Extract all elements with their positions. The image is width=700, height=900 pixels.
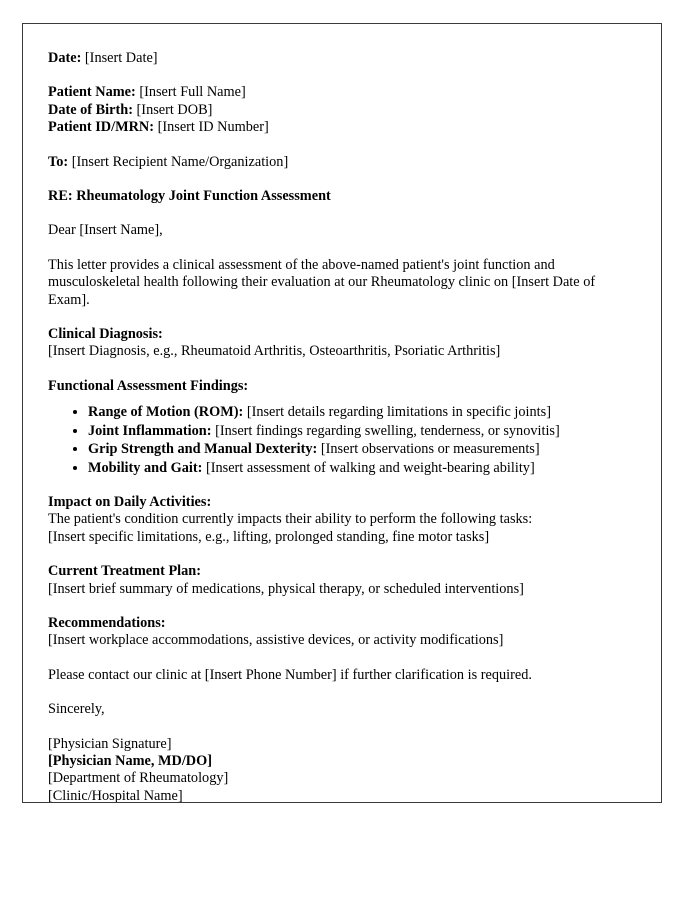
contact-line: Please contact our clinic at [Insert Phone Number] if further clarification is required. bbox=[48, 666, 532, 683]
spacer bbox=[48, 650, 643, 667]
document-body bbox=[23, 24, 661, 803]
finding-label: Mobility and Gait: bbox=[88, 459, 203, 476]
finding-value: [Insert observations or measurements] bbox=[320, 441, 540, 458]
date-of-birth-value: [Insert DOB] bbox=[136, 101, 213, 118]
patient-name-value: [Insert Full Name] bbox=[139, 84, 246, 101]
sign-off: Sincerely, bbox=[48, 701, 105, 718]
clinic-name: [Clinic/Hospital Name] bbox=[48, 787, 183, 803]
subject-line: RE: Rheumatology Joint Function Assessment bbox=[48, 188, 331, 205]
spacer bbox=[48, 477, 643, 494]
date-line bbox=[48, 50, 643, 67]
signature-placeholder: [Physician Signature] bbox=[48, 735, 172, 752]
intro-paragraph: This letter provides a clinical assessment of the above-named patient's joint function and musculoskeletal health following their evaluation at our Rheumatology clinic on [Insert Date of Exam]. bbox=[48, 256, 596, 308]
patient-id-label: Patient ID/MRN: bbox=[48, 119, 155, 136]
treatment-plan-body: [Insert brief summary of medications, physical therapy, or scheduled interventions] bbox=[48, 580, 524, 597]
list-item bbox=[88, 440, 643, 458]
list-item bbox=[88, 403, 643, 421]
date-of-birth-line bbox=[48, 102, 643, 119]
patient-name-line bbox=[48, 84, 643, 101]
functional-assessment-heading: Functional Assessment Findings: bbox=[48, 377, 249, 394]
recipient-label: To: bbox=[48, 153, 69, 170]
finding-value: [Insert assessment of walking and weight-bearing ability] bbox=[205, 459, 535, 476]
finding-value: [Insert details regarding limitations in specific joints] bbox=[246, 404, 551, 421]
recipient-line bbox=[48, 154, 643, 171]
treatment-plan-heading: Current Treatment Plan: bbox=[48, 563, 202, 580]
patient-id-value: [Insert ID Number] bbox=[157, 119, 269, 136]
list-item bbox=[88, 422, 643, 440]
clinical-diagnosis-body: [Insert Diagnosis, e.g., Rheumatoid Arthritis, Osteoarthritis, Psoriatic Arthritis] bbox=[48, 343, 501, 360]
patient-id-line bbox=[48, 119, 643, 136]
physician-name: [Physician Name, MD/DO] bbox=[48, 752, 212, 769]
spacer bbox=[48, 67, 643, 84]
list-item bbox=[88, 459, 643, 477]
spacer bbox=[48, 309, 643, 326]
spacer bbox=[48, 598, 643, 615]
spacer bbox=[48, 137, 643, 154]
clinical-diagnosis-heading: Clinical Diagnosis: bbox=[48, 326, 163, 343]
impact-heading: Impact on Daily Activities: bbox=[48, 493, 212, 510]
date-value: [Insert Date] bbox=[84, 50, 158, 66]
spacer bbox=[48, 240, 643, 257]
date-of-birth-label: Date of Birth: bbox=[48, 101, 133, 118]
finding-label: Grip Strength and Manual Dexterity: bbox=[88, 441, 318, 458]
impact-body-line-2: [Insert specific limitations, e.g., lifting, prolonged standing, fine motor tasks] bbox=[48, 528, 490, 545]
date-label: Date: bbox=[48, 50, 82, 66]
spacer bbox=[48, 684, 643, 701]
spacer bbox=[48, 546, 643, 563]
salutation: Dear [Insert Name], bbox=[48, 222, 163, 239]
document-frame bbox=[22, 23, 662, 803]
finding-label: Joint Inflammation: bbox=[88, 422, 212, 439]
recommendations-body: [Insert workplace accommodations, assistive devices, or activity modifications] bbox=[48, 632, 504, 649]
functional-assessment-list bbox=[48, 403, 643, 477]
finding-label: Range of Motion (ROM): bbox=[88, 404, 244, 421]
spacer bbox=[48, 205, 643, 222]
spacer bbox=[48, 361, 643, 378]
spacer bbox=[48, 719, 643, 736]
recipient-value: [Insert Recipient Name/Organization] bbox=[71, 153, 289, 170]
spacer bbox=[48, 395, 643, 403]
department-name: [Department of Rheumatology] bbox=[48, 770, 229, 787]
patient-name-label: Patient Name: bbox=[48, 84, 136, 101]
finding-value: [Insert findings regarding swelling, tenderness, or synovitis] bbox=[215, 422, 560, 439]
impact-body-line-1: The patient's condition currently impacts their ability to perform the following tasks: bbox=[48, 511, 533, 528]
recommendations-heading: Recommendations: bbox=[48, 614, 166, 631]
spacer bbox=[48, 171, 643, 188]
